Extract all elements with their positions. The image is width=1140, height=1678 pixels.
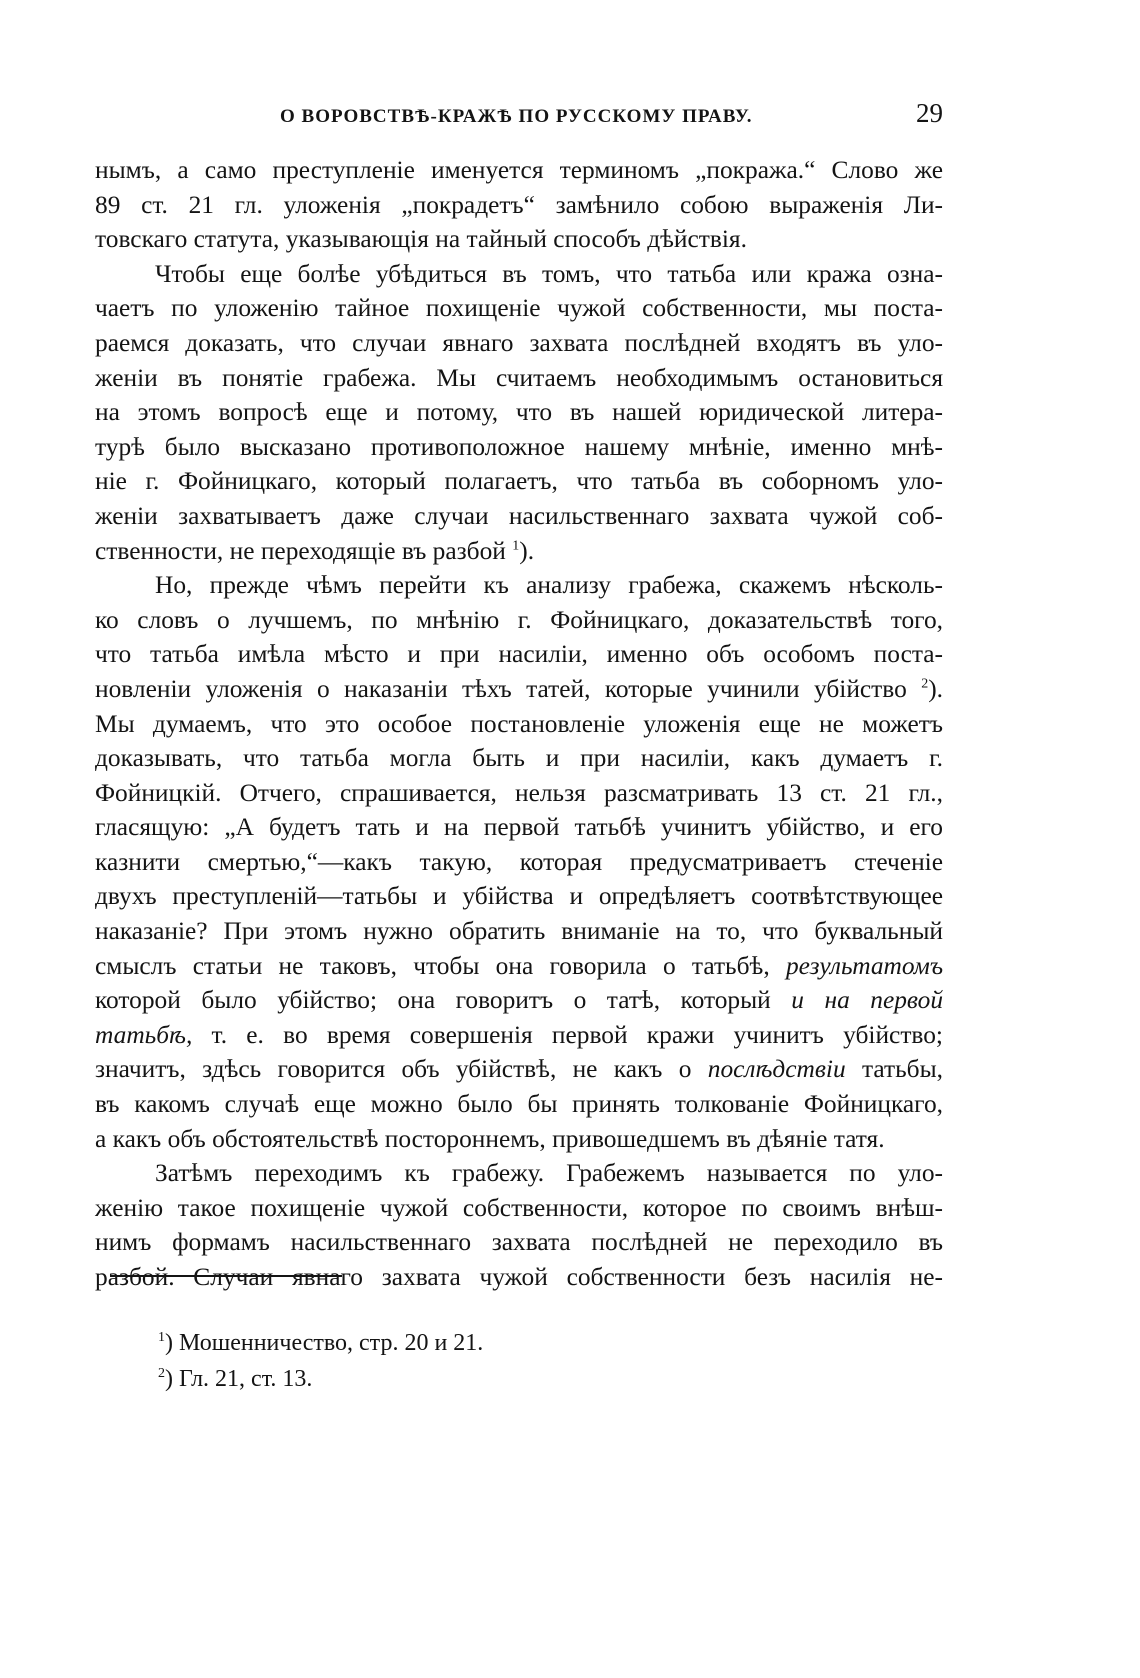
- italic-emphasis: татьбѣ,: [95, 1020, 193, 1049]
- footnote-divider: [110, 1275, 342, 1277]
- text-line: 89 ст. 21 гл. уложенія „покрадетъ“ замѣнило собою выраженія Ли-: [95, 190, 943, 219]
- text-line: Мы думаемъ, что это особое постановленіе уложенія еще не можетъ: [95, 709, 943, 738]
- text-line: женію такое похищеніе чужой собственности, которое по своимъ внѣш-: [95, 1193, 943, 1222]
- text-line: товскаго статута, указывающія на тайный способъ дѣйствія.: [95, 225, 747, 254]
- page-number: 29: [916, 98, 943, 128]
- text-line: доказывать, что татьба могла быть и при насиліи, какъ думаетъ г.: [95, 744, 943, 773]
- text-line: что татьба имѣла мѣсто и при насиліи, именно объ особомъ поста-: [95, 640, 943, 669]
- page-header: [95, 98, 943, 138]
- text-line: ственности, не переходящіе въ разбой $^1$).: [95, 536, 535, 565]
- italic-emphasis: результатомъ: [785, 951, 943, 980]
- running-title: О ВОРОВСТВѢ-КРАЖѢ ПО РУССКОМУ ПРАВУ.: [280, 106, 753, 127]
- footnote-ref-2: 2: [921, 676, 929, 692]
- text-line: женіи захватываетъ даже случаи насильственнаго захвата чужой соб-: [95, 501, 943, 530]
- text-line: татьбѣ, т. е. во время совершенія первой кражи учинитъ убійство;: [95, 1020, 943, 1049]
- text-line: нымъ, а само преступленіе именуется терминомъ „покража.“ Слово же: [95, 156, 943, 184]
- text-line: нимъ формамъ насильственнаго захвата послѣдней не переходило въ: [95, 1228, 943, 1257]
- text-line: казнити смертью,“—какъ такую, которая предусматриваетъ стеченіе: [95, 847, 943, 876]
- footnotes: [158, 1325, 483, 1397]
- text-line: чаетъ по уложенію тайное похищеніе чужой собственности, мы поста-: [95, 294, 943, 323]
- text-line: раемся доказать, что случаи явнаго захвата послѣдней входятъ въ уло-: [95, 328, 943, 357]
- italic-emphasis: послѣдствіи: [707, 1055, 846, 1084]
- text-line: значитъ, здѣсь говорится объ убійствѣ, не какъ о послѣдствіи татьбы,: [95, 1055, 943, 1084]
- footnote-1: $^1$) Мошенничество, стр. 20 и 21.: [158, 1330, 484, 1356]
- text-line: а какъ объ обстоятельствѣ постороннемъ, привошедшемъ въ дѣяніе татя.: [95, 1124, 885, 1153]
- text-line: ніе г. Фойницкаго, который полагаетъ, что татьба въ соборномъ уло-: [95, 467, 943, 496]
- text-line: гласящую: „А будетъ тать и на первой татьбѣ учинитъ убійство, и его: [95, 813, 943, 842]
- text-line: смыслъ статьи не таковъ, чтобы она говорила о татьбѣ, результатомъ: [95, 951, 943, 980]
- text-line: двухъ преступленій—татьбы и убійства и опредѣляетъ соотвѣтствующее: [95, 882, 943, 911]
- text-line: новленіи уложенія о наказаніи тѣхъ татей, которые учинили убійство $^2$).: [95, 674, 943, 703]
- body-text: [95, 153, 943, 1295]
- italic-emphasis: и на первой: [791, 986, 944, 1015]
- text-line: ко словъ о лучшемъ, по мнѣнію г. Фойницкаго, доказательствѣ того,: [95, 605, 943, 634]
- text-line: наказаніе? При этомъ нужно обратить вниманіе на то, что буквальный: [95, 917, 943, 946]
- text-line: въ какомъ случаѣ еще можно было бы принять толкованіе Фойницкаго,: [95, 1090, 943, 1119]
- footnote-2: $^2$) Гл. 21, ст. 13.: [158, 1366, 313, 1392]
- text-line: разбой. Случаи явнаго захвата чужой собственности безъ насилія не-: [95, 1263, 943, 1291]
- text-line: женіи въ понятіе грабежа. Мы считаемъ необходимымъ остановиться: [95, 363, 943, 392]
- text-line: Фойницкій. Отчего, спрашивается, нельзя разсматривать 13 ст. 21 гл.,: [95, 778, 943, 807]
- text-line: турѣ было высказано противоположное нашему мнѣніе, именно мнѣ-: [95, 432, 943, 461]
- text-line: на этомъ вопросѣ еще и потому, что въ нашей юридической литера-: [95, 398, 943, 427]
- footnote-ref-1: 1: [512, 538, 520, 554]
- paragraph-start-line: Чтобы еще болѣе убѣдиться въ томъ, что татьба или кража озна-: [155, 259, 943, 288]
- text-line: которой было убійство; она говоритъ о татѣ, который и на первой: [95, 986, 944, 1015]
- paragraph-start-line: Затѣмъ переходимъ къ грабежу. Грабежемъ называется по уло-: [155, 1159, 943, 1188]
- paragraph-start-line: Но, прежде чѣмъ перейти къ анализу грабежа, скажемъ нѣсколь-: [155, 571, 943, 600]
